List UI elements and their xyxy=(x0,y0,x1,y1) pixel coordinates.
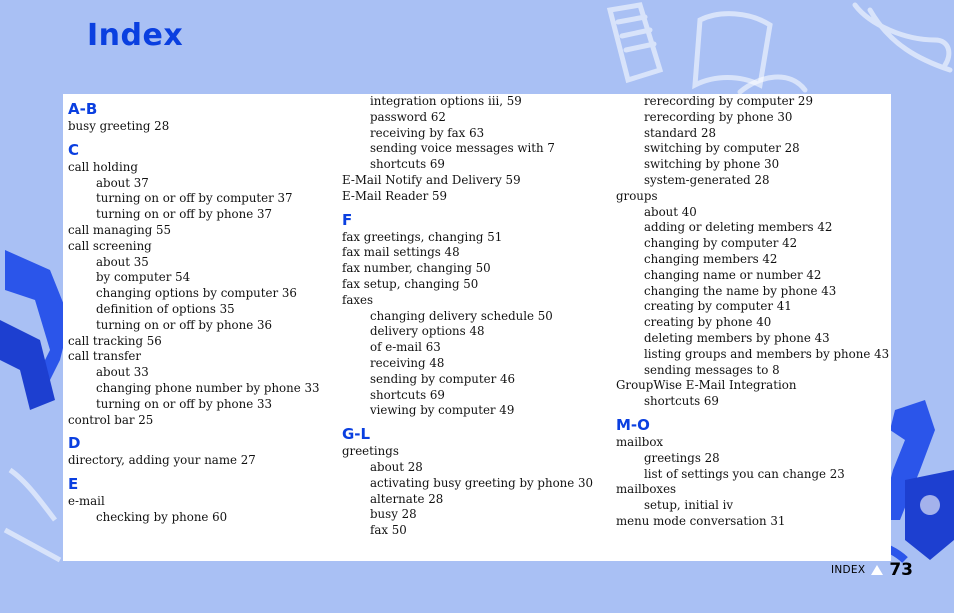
index-subentry: about 35 xyxy=(96,254,149,269)
index-subentry: integration options iii, 59 xyxy=(370,94,522,108)
index-subentry: rerecording by phone 30 xyxy=(644,109,793,124)
page-number: 73 xyxy=(889,560,913,580)
index-subentry: definition of options 35 xyxy=(96,301,235,316)
index-subentry: checking by phone 60 xyxy=(96,509,228,524)
index-subentry: changing members 42 xyxy=(644,251,778,266)
index-panel xyxy=(63,94,891,561)
index-entry: greetings xyxy=(342,444,399,459)
index-subentry: switching by phone 30 xyxy=(644,157,780,172)
index-entry: mailbox xyxy=(616,434,664,449)
index-subentry: changing by computer 42 xyxy=(644,236,798,251)
section-heading: G-L xyxy=(342,425,371,444)
index-entry: menu mode conversation 31 xyxy=(616,513,786,528)
index-entry: E-Mail Reader 59 xyxy=(342,188,448,203)
index-subentry: receiving by fax 63 xyxy=(370,125,485,140)
index-entry: fax number, changing 50 xyxy=(342,261,491,276)
index-subentry: shortcuts 69 xyxy=(370,157,445,172)
index-subentry: of e-mail 63 xyxy=(370,340,441,355)
index-entry: fax mail settings 48 xyxy=(342,245,460,260)
index-subentry: switching by computer 28 xyxy=(644,141,800,156)
index-subentry: about 37 xyxy=(96,175,149,190)
index-entry: fax greetings, changing 51 xyxy=(342,229,503,244)
index-subentry: sending by computer 46 xyxy=(370,371,515,386)
index-subentry: list of settings you can change 23 xyxy=(644,466,845,481)
index-column-2 xyxy=(342,94,612,539)
index-subentry: shortcuts 69 xyxy=(644,394,719,409)
notepad-illustration xyxy=(695,14,770,85)
index-subentry: sending messages to 8 xyxy=(644,362,780,377)
index-subentry: about 33 xyxy=(96,365,149,380)
section-heading: E xyxy=(68,475,79,494)
index-subentry: receiving 48 xyxy=(370,355,445,370)
index-subentry: changing phone number by phone 33 xyxy=(96,380,320,395)
index-subentry: changing name or number 42 xyxy=(644,267,822,282)
index-subentry: standard 28 xyxy=(644,125,716,140)
index-entry: e-mail xyxy=(68,494,105,509)
index-subentry: adding or deleting members 42 xyxy=(644,220,833,235)
index-entry: busy greeting 28 xyxy=(68,119,170,133)
index-subentry: password 62 xyxy=(370,109,446,124)
index-subentry: fax 50 xyxy=(370,523,407,538)
index-subentry: shortcuts 69 xyxy=(370,387,445,402)
index-subentry: turning on or off by phone 33 xyxy=(96,396,272,411)
index-subentry: system-generated 28 xyxy=(644,172,770,187)
index-entry: call holding xyxy=(68,159,138,174)
index-subentry: listing groups and members by phone 43 xyxy=(644,346,890,361)
index-entry: mailboxes xyxy=(616,482,677,497)
index-entry: E-Mail Notify and Delivery 59 xyxy=(342,172,521,187)
section-heading: M-O xyxy=(616,415,650,434)
index-entry: call transfer xyxy=(68,349,141,364)
phone-handset-illustration xyxy=(855,5,950,70)
section-heading: D xyxy=(68,434,81,453)
index-subentry: about 28 xyxy=(370,459,423,474)
index-subentry: turning on or off by computer 37 xyxy=(96,191,293,206)
footer-section-label: INDEX xyxy=(830,564,866,576)
section-heading: A-B xyxy=(68,100,98,118)
page-title: Index xyxy=(87,18,184,53)
index-subentry: setup, initial iv xyxy=(644,498,734,513)
index-entry: fax setup, changing 50 xyxy=(342,276,479,291)
paper-sheet-illustration xyxy=(610,5,660,80)
index-subentry: changing the name by phone 43 xyxy=(644,283,837,298)
index-subentry: changing options by computer 36 xyxy=(96,286,297,301)
index-entry: faxes xyxy=(342,292,374,307)
index-entry: GroupWise E-Mail Integration xyxy=(616,378,797,393)
index-subentry: rerecording by computer 29 xyxy=(644,94,813,108)
index-subentry: changing delivery schedule 50 xyxy=(370,308,553,323)
index-subentry: greetings 28 xyxy=(644,450,720,465)
section-heading: F xyxy=(342,210,353,229)
index-subentry: creating by computer 41 xyxy=(644,299,792,314)
index-entry: call tracking 56 xyxy=(68,333,162,348)
index-entry: control bar 25 xyxy=(68,412,154,427)
section-heading: C xyxy=(68,140,80,159)
index-column-1 xyxy=(68,94,338,526)
index-column-3 xyxy=(616,94,891,530)
index-subentry: deleting members by phone 43 xyxy=(644,330,830,345)
index-subentry: activating busy greeting by phone 30 xyxy=(370,475,594,490)
index-subentry: by computer 54 xyxy=(96,270,191,285)
index-subentry: alternate 28 xyxy=(370,491,444,506)
index-entry: call managing 55 xyxy=(68,222,172,237)
index-entry: groups xyxy=(616,188,658,203)
index-subentry: turning on or off by phone 37 xyxy=(96,207,272,222)
index-entry: directory, adding your name 27 xyxy=(68,453,256,468)
index-entry: call screening xyxy=(68,238,152,253)
index-subentry: delivery options 48 xyxy=(370,324,485,339)
left-fax-machine-illustration xyxy=(0,250,70,560)
index-subentry: turning on or off by phone 36 xyxy=(96,317,272,332)
index-subentry: viewing by computer 49 xyxy=(370,403,515,418)
index-subentry: busy 28 xyxy=(370,507,417,522)
index-subentry: creating by phone 40 xyxy=(644,315,772,330)
page-footer xyxy=(831,560,913,580)
index-subentry: sending voice messages with 7 xyxy=(370,141,555,156)
index-subentry: about 40 xyxy=(644,204,697,219)
triangle-icon xyxy=(871,565,883,575)
